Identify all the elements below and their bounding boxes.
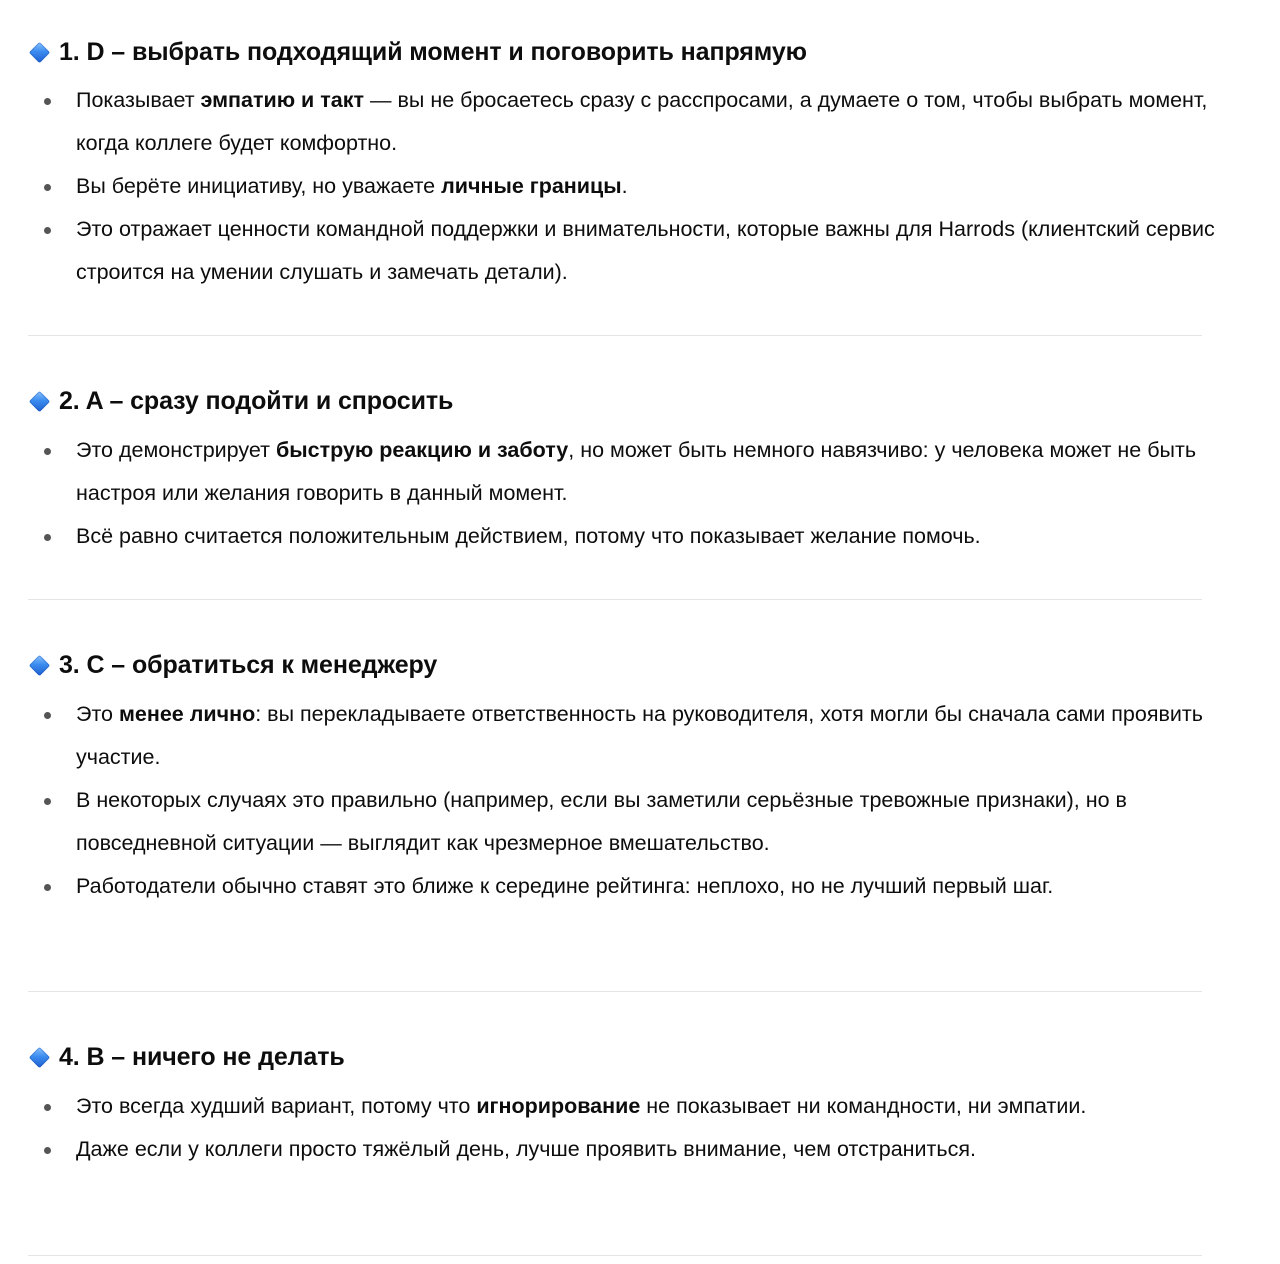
list-item: Это демонстрирует быструю реакцию и заботу, но может быть немного навязчиво: у человека может не быть настроя или желания говорить в данный момент. [0, 429, 1280, 515]
list-item: Это менее лично: вы перекладываете ответственность на руководителя, хотя могли бы сначала сами проявить участие. [0, 693, 1280, 779]
blue-diamond-icon [29, 654, 50, 675]
divider [28, 991, 1202, 992]
divider [28, 599, 1202, 600]
section-heading [28, 383, 453, 419]
section-title: 1. D – выбрать подходящий момент и поговорить напрямую [59, 37, 807, 66]
section-heading [28, 1039, 345, 1075]
list-item: Даже если у коллеги просто тяжёлый день, лучше проявить внимание, чем отстраниться. [0, 1128, 1280, 1171]
list-item: Это всегда худший вариант, потому что игнорирование не показывает ни командности, ни эмпатии. [0, 1085, 1280, 1128]
list-item: Работодатели обычно ставят это ближе к середине рейтинга: неплохо, но не лучший первый шаг. [0, 865, 1280, 908]
list-item: Это отражает ценности командной поддержки и внимательности, которые важны для Harrods (клиентский сервис строится на умении слушать и замечать детали). [0, 208, 1280, 294]
bullet-list [0, 1085, 1280, 1171]
blue-diamond-icon [29, 41, 50, 62]
bullet-list [0, 429, 1280, 558]
section-heading [28, 647, 437, 683]
bullet-list [0, 79, 1280, 294]
section-title: 2. A – сразу подойти и спросить [59, 386, 454, 415]
section-title: 4. B – ничего не делать [59, 1042, 345, 1071]
blue-diamond-icon [29, 1046, 50, 1067]
divider [28, 335, 1202, 336]
blue-diamond-icon [29, 390, 50, 411]
bullet-list [0, 693, 1280, 908]
list-item: В некоторых случаях это правильно (например, если вы заметили серьёзные тревожные признаки), но в повседневной ситуации — выглядит как чрезмерное вмешательство. [0, 779, 1280, 865]
divider [28, 1255, 1202, 1256]
list-item: Показывает эмпатию и такт — вы не бросаетесь сразу с расспросами, а думаете о том, чтобы выбрать момент, когда коллеге будет комфортно. [0, 79, 1280, 165]
list-item: Всё равно считается положительным действием, потому что показывает желание помочь. [0, 515, 1280, 558]
section-heading [28, 34, 807, 70]
list-item: Вы берёте инициативу, но уважаете личные границы. [0, 165, 1280, 208]
section-title: 3. C – обратиться к менеджеру [59, 650, 438, 679]
